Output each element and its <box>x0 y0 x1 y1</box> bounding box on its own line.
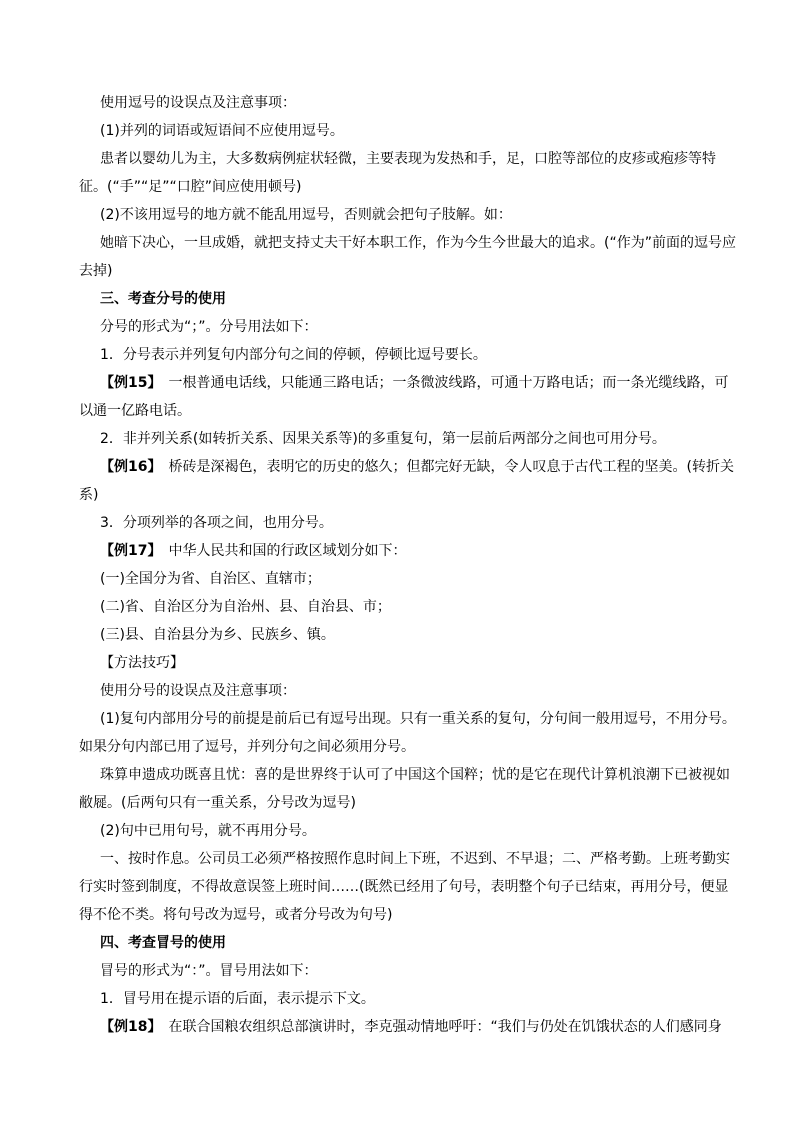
example-paragraph <box>79 453 739 509</box>
paragraph <box>79 705 739 761</box>
paragraph <box>79 649 739 677</box>
paragraph-text: 桥砖是深褐色，表明它的历史的悠久；但都完好无缺，令人叹息于古代工程的坚美。(转折关系) <box>79 459 734 503</box>
paragraph-text: 一、按时作息。公司员工必须严格按照作息时间上下班，不迟到、不早退；二、严格考勤。上班考勤实行实时签到制度，不得故意误签上班时间……(既然已经用了句号，表明整个句子已结束，再用分号，便显得不伦不类。将句号改为逗号，或者分号改为句号) <box>79 851 730 923</box>
paragraph <box>79 201 739 229</box>
paragraph-text: 四、考查冒号的使用 <box>100 935 226 951</box>
section-heading <box>79 929 739 957</box>
paragraph-text: (一)全国分为省、自治区、直辖市； <box>100 571 321 587</box>
paragraph <box>79 957 739 985</box>
example-paragraph <box>79 369 739 425</box>
paragraph <box>79 985 739 1013</box>
paragraph-text: (二)省、自治区分为自治州、县、自治县、市； <box>100 599 391 615</box>
paragraph-text: (1)并列的词语或短语间不应使用逗号。 <box>100 123 344 139</box>
paragraph-text: 她暗下决心，一旦成婚，就把支持丈夫干好本职工作，作为今生今世最大的追求。(“作为”前面的逗号应去掉) <box>79 235 736 279</box>
paragraph <box>79 89 739 117</box>
paragraph-text: 1．分号表示并列复句内部分句之间的停顿，停顿比逗号要长。 <box>100 347 487 363</box>
paragraph-text: 冒号的形式为“：”。冒号用法如下： <box>100 963 318 979</box>
paragraph <box>79 425 739 453</box>
example-label: 【例18】 <box>100 1019 155 1035</box>
paragraph <box>79 341 739 369</box>
paragraph-text: 1．冒号用在提示语的后面，表示提示下文。 <box>100 991 375 1007</box>
paragraph-text: 使用逗号的设误点及注意事项： <box>100 95 296 111</box>
paragraph <box>79 117 739 145</box>
paragraph-text: 在联合国粮农组织总部演讲时，李克强动情地呼吁：“我们与仍处在饥饿状态的人们感同身 <box>154 1019 722 1035</box>
example-label: 【例17】 <box>100 543 155 559</box>
example-label: 【例16】 <box>100 459 155 475</box>
paragraph <box>79 313 739 341</box>
example-label: 【例15】 <box>100 375 155 391</box>
paragraph-text: 使用分号的设误点及注意事项： <box>100 683 296 699</box>
paragraph-text: (1)复句内部用分号的前提是前后已有逗号出现。只有一重关系的复句，分句间一般用逗号，不用分号。如果分句内部已用了逗号，并列分句之间必须用分号。 <box>79 711 736 755</box>
example-paragraph <box>79 1013 739 1041</box>
paragraph-text: 一根普通电话线，只能通三路电话；一条微波线路，可通十万路电话；而一条光缆线路，可以通一亿路电话。 <box>79 375 729 419</box>
paragraph-text: 分号的形式为“；”。分号用法如下： <box>100 319 318 335</box>
paragraph-text: (2)不该用逗号的地方就不能乱用逗号，否则就会把句子肢解。如： <box>100 207 512 223</box>
paragraph-text: 【方法技巧】 <box>100 655 184 671</box>
paragraph <box>79 621 739 649</box>
paragraph <box>79 145 739 201</box>
paragraph <box>79 229 739 285</box>
paragraph <box>79 761 739 817</box>
paragraph <box>79 845 739 929</box>
paragraph-text: 2．非并列关系(如转折关系、因果关系等)的多重复句，第一层前后两部分之间也可用分号。 <box>100 431 666 447</box>
paragraph <box>79 677 739 705</box>
paragraph <box>79 509 739 537</box>
paragraph <box>79 565 739 593</box>
paragraph-text: 三、考查分号的使用 <box>100 291 226 307</box>
paragraph-text: 患者以婴幼儿为主，大多数病例症状轻微，主要表现为发热和手，足，口腔等部位的皮疹或疱疹等特征。(“手”“足”“口腔”间应使用顿号) <box>79 151 716 195</box>
paragraph <box>79 593 739 621</box>
paragraph-text: (2)句中已用句号，就不再用分号。 <box>100 823 316 839</box>
document-body <box>79 89 739 1041</box>
paragraph-text: 珠算申遗成功既喜且忧：喜的是世界终于认可了中国这个国粹；忧的是它在现代计算机浪潮下已被视如敝屣。(后两句只有一重关系，分号改为逗号) <box>79 767 730 811</box>
paragraph-text: 中华人民共和国的行政区域划分如下： <box>154 543 407 559</box>
paragraph <box>79 817 739 845</box>
section-heading <box>79 285 739 313</box>
paragraph-text: 3．分项列举的各项之间，也用分号。 <box>100 515 333 531</box>
paragraph-text: (三)县、自治县分为乡、民族乡、镇。 <box>100 627 335 643</box>
example-paragraph <box>79 537 739 565</box>
